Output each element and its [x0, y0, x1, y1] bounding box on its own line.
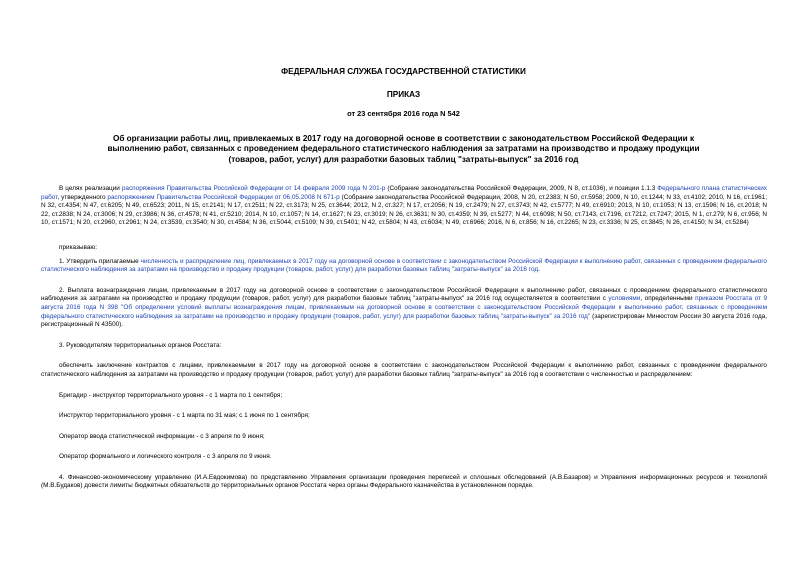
link-conditions[interactable]: условиями: [608, 295, 641, 303]
preamble-text: В целях реализации: [59, 185, 122, 192]
preamble-citations: (Собрание законодательства Российской Федерации, 2008, N 20, ст.2383; N 50, ст.5958; 2009, N 10, ст.1244; N 33, ст.4102; 2010, N 16, ст.1961; N 32, ст.4354; N 47, ст.6205; N 49, ст.6523; 2011, N 15, ст.2141; N 17, ст.2511; N 22, ст.3173; N 25, ст.3644; 2012, N 2, ст.327; N 17, ст.2056; N 19, ст.2479; N 27, ст.3743; N 42, ст.5777; N 49, ст.6910; 2013, N 10, ст.1053; N 13, ст.1596; N 16, ст.2018; N 22, ст.2838; N 24, ст.3006; N 29, ст.3986; N 36, ст.4578; N 41, ст.5210; 2014, N 10, ст.1057; N 14, ст.1627; N 23, ст.3019; N 26, ст.3631; N 30, ст.4359; N 39, ст.5277; N 44, ст.6098; N 50, ст.7143, ст.7196, ст.7212, ст.7247; 2015, N 1, ст.279; N 6, ст.956; N 10, ст.1571; N 20, ст.2960, ст.2961; N 24, ст.3539, ст.3540; N 30, ст.4584; N 36, ст.5044, ст.5109; N 39, ст.5401; N 42, ст.5804; N 43, ст.6034; N 49, ст.6966; 2016, N 6, ст.856; N 16, ст.2265; N 23, ст.3336; N 25, ст.3845; N 26, ст.4150; N 34, ст.5284): [41, 193, 767, 227]
order-word: приказываю:: [59, 243, 97, 251]
document-type: ПРИКАЗ: [386, 90, 421, 99]
document-title: Об организации работы лиц, привлекаемых в 2017 году на договорной основе в соответствии с законодательством Российской Федерации к выполнению работ, связанных с проведением федерального статистического наблюдения за затратами на производство и продажу продукции (товаров, работ, услуг) для разработки базовых таблиц "затраты-выпуск" за 2016 год: [107, 134, 700, 164]
preamble-paragraph: [41, 185, 767, 228]
item-2-registration: (зарегистрирован Минюстом России 30 августа 2016 года, регистрационный N 43500).: [41, 312, 767, 329]
item-1-text: 1. Утвердить прилагаемые: [59, 257, 141, 265]
item-1-paragraph: [41, 258, 767, 275]
item-1-end: .: [538, 266, 540, 274]
item-4-paragraph: 4. Финансово-экономическому управлению (И.А.Евдокимова) по представлению Управления организации проведения переписей и сплошных обследований (А.В.Базаров) и Управления информационных ресурсов и технологий (М.В.Будаков) довести лимиты бюджетных обязательств до территориальных органов Росстата через органы Федерального казначейства в установленном порядке.: [41, 473, 767, 490]
link-rosstat-order-398[interactable]: приказом Росстата от 9 августа 2016 года N 398 "Об определении условий выплаты вознаграждения лицам, привлекаемым на договорной основе в соответствии с законодательством Российской Федерации к выполнению работ, связанных с проведением федерального статистического наблюдения за затратами на производство и продажу продукции (товаров, работ, услуг) для разработки базовых таблиц "затраты-выпуск" за 2016 год": [41, 295, 768, 320]
document-body: [41, 185, 767, 491]
role-control-operator: Оператор формального и логического контроля - с 3 апреля по 9 июня.: [59, 453, 272, 461]
role-instructor: Инструктор территориального уровня - с 1 марта по 31 мая; с 1 июня по 1 сентября;: [59, 412, 310, 420]
role-brigadier: Бригадир - инструктор территориального уровня - с 1 марта по 1 сентября;: [59, 391, 283, 399]
link-government-order-201[interactable]: распоряжения Правительства Российской Федерации от 14 февраля 2009 года N 201-р: [121, 185, 386, 192]
item-2-text: 2. Выплата вознаграждения лицам, привлекаемым в 2017 году на договорной основе в соответствии с законодательством Российской Федерации к выполнению работ, связанных с проведением федерального статистического наблюдения за затратами на производство и продажу продукции (товаров, работ, услуг) для разработки базовых таблиц "затраты-выпуск" за 2016 год осуществляется в соответствии с: [41, 286, 767, 303]
link-government-order-671[interactable]: распоряжением Правительства Российской Федерации от 06.05.2008 N 671-р: [107, 193, 340, 201]
item-2-paragraph: [41, 287, 767, 330]
item-3-text: обеспечить заключение контрактов с лицами, привлекаемыми в 2017 году на договорной основе в соответствии с законодательством Российской Федерации к выполнению работ, связанных с проведением федерального статистического наблюдения за затратами на производство и продажу продукции (товаров, работ, услуг) для разработки базовых таблиц "затраты-выпуск" за 2016 год в соответствии с численностью и распределением:: [41, 362, 767, 378]
document-date-number: от 23 сентября 2016 года N 542: [347, 109, 460, 118]
link-federal-statistical-plan[interactable]: Федерального плана статистических работ: [41, 185, 767, 201]
agency-heading: ФЕДЕРАЛЬНАЯ СЛУЖБА ГОСУДАРСТВЕННОЙ СТАТИСТИКИ: [281, 67, 526, 76]
preamble-text: , утвержденного: [57, 193, 108, 201]
item-3-intro: 3. Руководителям территориальных органов Росстата:: [59, 341, 222, 349]
item-2-text: , определенными: [640, 295, 696, 303]
preamble-text: (Собрание законодательства Российской Федерации, 2009, N 8, ст.1036), и позиции 1.1.3: [385, 185, 658, 192]
link-staff-distribution[interactable]: численность и распределение лиц, привлекаемых в 2017 году на договорной основе в соответствии с законодательством Российской Федерации к выполнению работ, связанных с проведением федерального статистического наблюдения за затратами на производство и продажу продукции (товаров, работ, услуг) для разработки базовых таблиц "затраты-выпуск" за 2016 год: [41, 257, 767, 274]
role-input-operator: Оператор ввода статистической информации - с 3 апреля по 9 июня;: [59, 432, 265, 440]
